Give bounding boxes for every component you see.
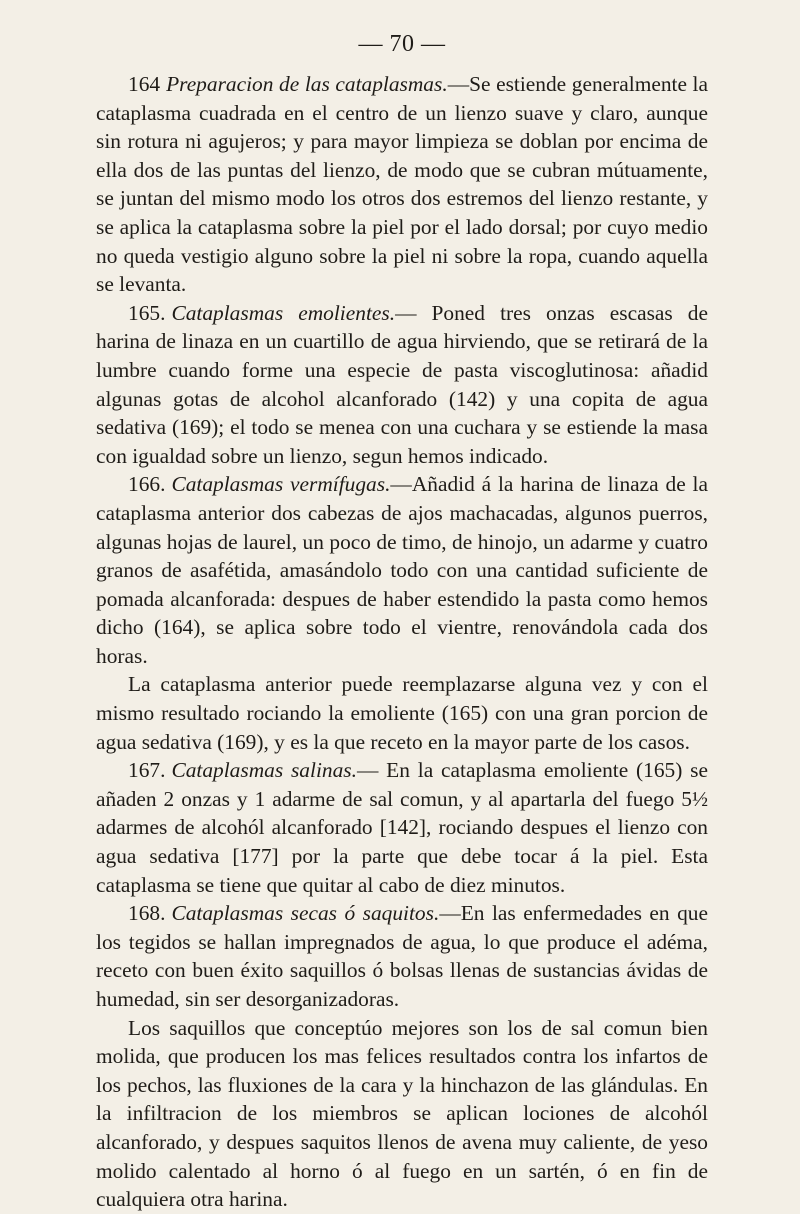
paragraph-168 — [96, 899, 708, 1013]
paragraph-body: — En la cataplasma emoliente (165) se añaden 2 onzas y 1 adarme de sal comun, y al apartarla del fuego 5½ adarmes de alcohól alcanforado [142], rociando despues el lienzo con agua sedativa [177] por la parte que debe tocar á la piel. Esta cataplasma se tiene que quitar al cabo de diez minutos. — [96, 758, 709, 897]
paragraph-body: —En las enfermedades en que los tegidos se hallan impregnados de agua, lo que produce el adéma, receto con buen éxito saquillos ó bolsas llenas de sustancias ávidas de humedad, sin ser desorganizadoras. — [96, 901, 708, 1011]
paragraph-body: Los saquillos que conceptúo mejores son los de sal comun bien molida, que producen los mas felices resultados contra los infartos de los pechos, las fluxiones de la cara y la hinchazon de las glándulas. En la infiltracion de los miembros se aplican lociones de alcohól alcanforado, y despues saquitos llenos de avena muy caliente, de yeso molido calentado al horno ó al fuego en un sartén, ó en fin de cualquiera otra harina. — [96, 1015, 708, 1212]
paragraph-body: La cataplasma anterior puede reemplazarse alguna vez y con el mismo resultado rociando la emoliente (165) con una gran porcion de agua sedativa (169), y es la que receto en la mayor parte de los casos. — [96, 672, 708, 754]
paragraph-title: Cataplasmas vermífugas. — [171, 472, 391, 497]
paragraph-title: Cataplasmas emolientes. — [171, 300, 396, 325]
paragraph-165 — [96, 299, 708, 471]
paragraph-title: Cataplasmas salinas. — [171, 758, 357, 783]
paragraph-body: —Se estiende generalmente la cataplasma cuadrada en el centro de un lienzo suave y claro, aunque sin rotura ni agujeros; y para mayor limpieza se doblan por encima de ella dos de las puntas del lienzo, de modo que se cubran mútuamente, se juntan del mismo modo los otros dos estremos del lienzo restante, y se aplica la cataplasma sobre la piel por el lado dorsal; por cuyo medio no queda vestigio alguno sobre la piel ni sobre la ropa, cuando aquella se levanta. — [96, 72, 708, 297]
paragraph-number: 167. — [128, 758, 166, 783]
paragraph-body: —Añadid á la harina de linaza de la cataplasma anterior dos cabezas de ajos machacadas, algunos puerros, algunas hojas de laurel, un poco de timo, de hinojo, un adarme y cuatro granos de asafétida, amasándolo todo con una cantidad suficiente de pomada alcanforada: despues de haber estendido la pasta como hemos dicho (164), se aplica sobre todo el vientre, renovándola cada dos horas. — [96, 472, 708, 668]
paragraph-164 — [96, 70, 708, 299]
page-number: — 70 — — [358, 31, 446, 57]
paragraph-166-continuation — [96, 670, 708, 756]
paragraph-title: Preparacion de las cataplasmas. — [166, 72, 448, 96]
paragraph-number: 168. — [128, 901, 166, 926]
paragraph-167 — [96, 756, 708, 899]
paragraph-168-continuation — [96, 1014, 708, 1214]
paragraph-166 — [96, 470, 708, 670]
paragraph-number: 165. — [128, 300, 166, 325]
paragraph-number: 166. — [128, 472, 166, 497]
paragraph-title: Cataplasmas secas ó saquitos. — [171, 901, 440, 926]
paragraph-number: 164 — [128, 72, 161, 96]
paragraph-body: — Poned tres onzas escasas de harina de linaza en un cuartillo de agua hirviendo, que se retirará de la lumbre cuando forme una especie de pasta viscoglutinosa: añadid algunas gotas de alcohol alcanforado (142) y una copita de agua sedativa (169); el todo se menea con una cuchara y se estiende la masa con igualdad sobre un lienzo, segun hemos indicado. — [96, 300, 708, 468]
